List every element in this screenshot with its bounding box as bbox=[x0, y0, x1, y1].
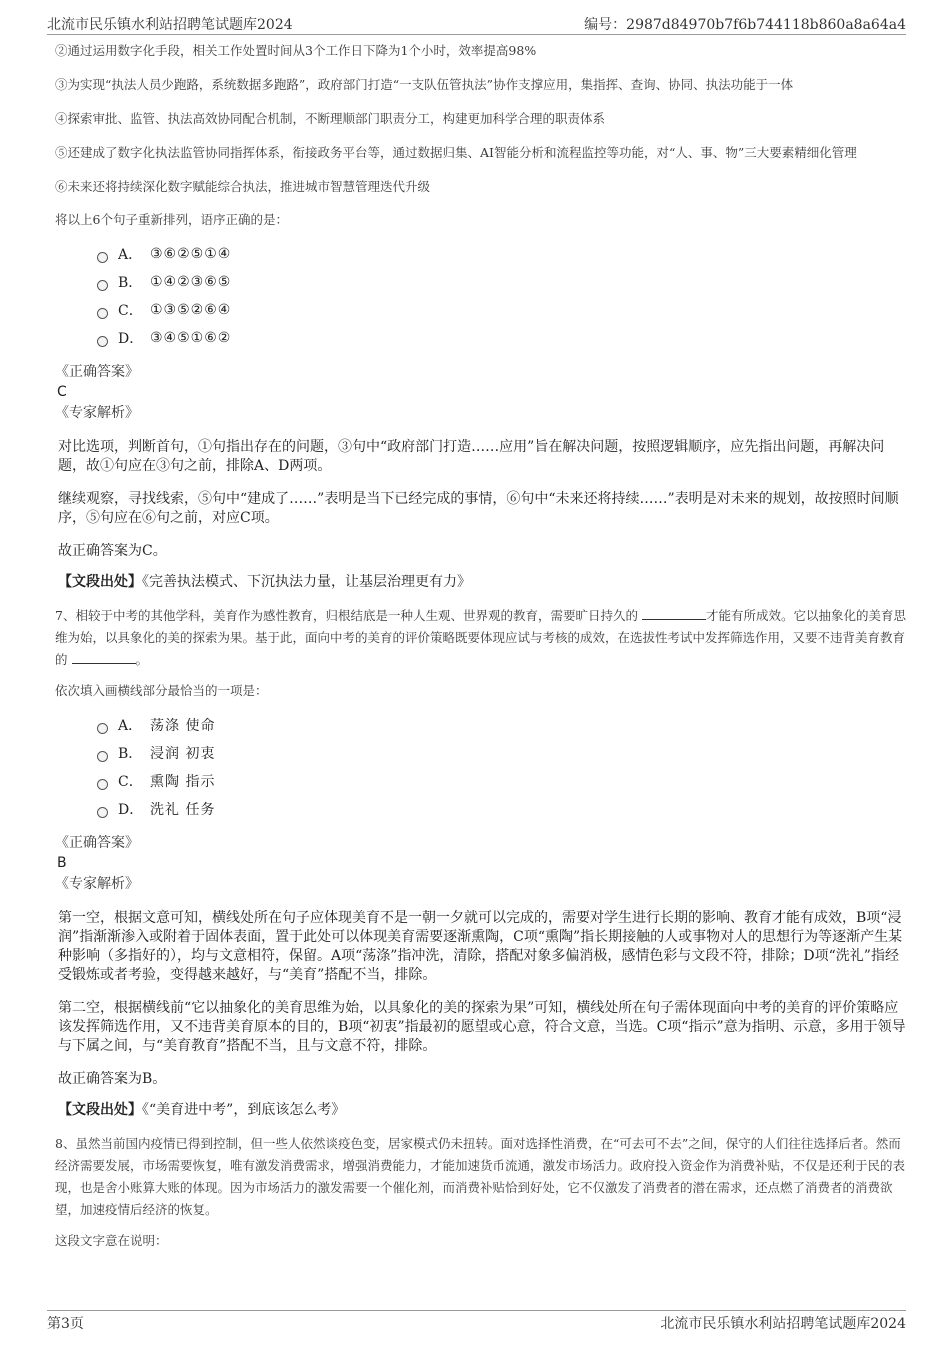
option-list bbox=[97, 711, 906, 823]
source-line bbox=[58, 1099, 906, 1119]
stem-part: 才能有所成效。它以抽象化的美育思维为始，以具象化的美的探索为果。基于此，面向中考的美育的评价策略既要体现应试与考核的成效，在选拔性考试中发挥筛选作用，又要不违背美育教育的 bbox=[55, 608, 906, 667]
header-code: 编号：2987d84970b7f6b744118b860a8a64a4 bbox=[584, 17, 906, 33]
question-stem bbox=[55, 605, 906, 671]
option-letter: C． bbox=[118, 774, 143, 790]
radio-icon[interactable] bbox=[97, 751, 108, 762]
question-6 bbox=[55, 40, 906, 591]
page-header bbox=[0, 0, 950, 36]
footer-title: 北流市民乐镇水利站招聘笔试题库2024 bbox=[660, 1316, 906, 1332]
fill-blank bbox=[72, 651, 136, 664]
source-label: 【文段出处】 bbox=[58, 1102, 142, 1118]
answer-label: 《正确答案》 bbox=[55, 364, 139, 380]
option-text: ③⑥②⑤①④ bbox=[150, 246, 232, 262]
radio-icon[interactable] bbox=[97, 807, 108, 818]
option-text: ①④②③⑥⑤ bbox=[150, 274, 232, 290]
option-text: 荡涤 使命 bbox=[150, 718, 216, 734]
answer-label: 《正确答案》 bbox=[55, 835, 139, 851]
source-line bbox=[58, 571, 906, 591]
analysis-paragraph: 第一空，根据文意可知，横线处所在句子应体现美育不是一朝一夕就可以完成的，需要对学生进行长期的影响、教育才能有成效，B项“浸润”指渐渐渗入或附着于固体表面，置于此处可以体现美育需要逐渐熏陶，C项“熏陶”指长期接触的人或事物对人的思想行为等逐渐产生某种影响（多指好的），均与文意相符，保留。A项“荡涤”指冲洗，清除，搭配对象多偏消极，感情色彩与文段不符，排除；D项“洗礼”指经受锻炼或者考验，变得越来越好，与“美育”搭配不当，排除。 bbox=[58, 910, 903, 983]
option-a[interactable] bbox=[97, 240, 906, 268]
option-list bbox=[97, 240, 906, 352]
sentence-2: ②通过运用数字化手段，相关工作处置时间从3个工作日下降为1个小时，效率提高98% bbox=[55, 43, 537, 58]
analysis-conclusion: 故正确答案为C。 bbox=[58, 543, 167, 559]
analysis-paragraph: 对比选项，判断首句，①句指出存在的问题，③句中“政府部门打造……应用”旨在解决问题，按照逻辑顺序，应先指出问题，再解决问题，故①句应在③句之前，排除A、D两项。 bbox=[58, 439, 885, 474]
source-title: 《完善执法模式、下沉执法力量，让基层治理更有力》 bbox=[142, 574, 471, 590]
option-letter: A． bbox=[118, 247, 143, 263]
analysis-label: 《专家解析》 bbox=[55, 405, 139, 421]
question-prompt: 这段文字意在说明： bbox=[55, 1233, 168, 1248]
radio-icon[interactable] bbox=[97, 308, 108, 319]
option-b[interactable] bbox=[97, 268, 906, 296]
header-divider bbox=[47, 34, 906, 35]
analysis-paragraph: 第二空，根据横线前“它以抽象化的美育思维为始，以具象化的美的探索为果”可知，横线处所在句子需体现面向中考的美育的评价策略应该发挥筛选作用，又不违背美育原本的目的，B项“初衷”指最初的愿望或心意，符合文意，当选。C项“指示”意为指明、示意，多用于领导与下属之间，与“美育教育”搭配不当，且与文意不符，排除。 bbox=[58, 1000, 906, 1054]
question-prompt: 依次填入画横线部分最恰当的一项是： bbox=[55, 683, 268, 698]
sentence-4: ④探索审批、监管、执法高效协同配合机制，不断理顺部门职责分工，构建更加科学合理的职责体系 bbox=[55, 111, 606, 126]
header-title: 北流市民乐镇水利站招聘笔试题库2024 bbox=[47, 17, 293, 33]
option-letter: B． bbox=[118, 746, 143, 762]
radio-icon[interactable] bbox=[97, 280, 108, 291]
option-d[interactable] bbox=[97, 324, 906, 352]
option-text: 熏陶 指示 bbox=[150, 774, 216, 790]
option-c[interactable] bbox=[97, 296, 906, 324]
source-label: 【文段出处】 bbox=[58, 574, 142, 590]
answer-value: B bbox=[57, 855, 67, 871]
option-text: 浸润 初衷 bbox=[150, 746, 216, 762]
answer-value: C bbox=[57, 384, 67, 400]
footer-page-number: 第3页 bbox=[47, 1316, 84, 1332]
option-d[interactable] bbox=[97, 795, 906, 823]
sentence-6: ⑥未来还将持续深化数字赋能综合执法，推进城市智慧管理迭代升级 bbox=[55, 179, 431, 194]
option-c[interactable] bbox=[97, 767, 906, 795]
radio-icon[interactable] bbox=[97, 336, 108, 347]
option-letter: C． bbox=[118, 303, 143, 319]
radio-icon[interactable] bbox=[97, 723, 108, 734]
question-stem: 8、虽然当前国内疫情已得到控制，但一些人依然谈疫色变，居家模式仍未扭转。面对选择性消费，在“可去可不去”之间，保守的人们往往选择后者。然而经济需要发展，市场需要恢复，唯有激发消费需求，增强消费能力，才能加速货币流通，激发市场活力。政府投入资金作为消费补贴，不仅是还利于民的表现，也是舍小账算大账的体现。因为市场活力的激发需要一个催化剂，而消费补贴恰到好处，它不仅激发了消费者的潜在需求，还点燃了消费者的消费欲望，加速疫情后经济的恢复。 bbox=[55, 1136, 906, 1217]
sentence-3: ③为实现“执法人员少跑路，系统数据多跑路”，政府部门打造“一支队伍管执法”协作支撑应用，集指挥、查询、协同、执法功能于一体 bbox=[55, 77, 794, 92]
option-a[interactable] bbox=[97, 711, 906, 739]
option-text: ①③⑤②⑥④ bbox=[150, 302, 232, 318]
option-letter: D． bbox=[118, 331, 144, 347]
stem-part: 。 bbox=[135, 652, 149, 667]
option-text: 洗礼 任务 bbox=[150, 802, 216, 818]
question-7 bbox=[55, 605, 906, 1119]
question-prompt: 将以上6个句子重新排列，语序正确的是： bbox=[55, 212, 288, 227]
sentence-5: ⑤还建成了数字化执法监管协同指挥体系，衔接政务平台等，通过数据归集、AI智能分析和流程监控等功能，对“人、事、物”三大要素精细化管理 bbox=[55, 145, 857, 160]
source-title: 《“美育进中考”，到底该怎么考》 bbox=[142, 1102, 346, 1118]
analysis-label: 《专家解析》 bbox=[55, 876, 139, 892]
analysis-conclusion: 故正确答案为B。 bbox=[58, 1071, 167, 1087]
stem-part: 7、相较于中考的其他学科，美育作为感性教育，归根结底是一种人生观、世界观的教育，需要旷日持久的 bbox=[55, 608, 638, 623]
radio-icon[interactable] bbox=[97, 779, 108, 790]
option-text: ③④⑤①⑥② bbox=[150, 330, 232, 346]
option-b[interactable] bbox=[97, 739, 906, 767]
analysis-paragraph: 继续观察，寻找线索，⑤句中“建成了……”表明是当下已经完成的事情，⑥句中“未来还将持续……”表明是对未来的规划，故按照时间顺序，⑤句应在⑥句之前，对应C项。 bbox=[58, 491, 899, 526]
radio-icon[interactable] bbox=[97, 252, 108, 263]
footer-divider bbox=[47, 1310, 906, 1311]
option-letter: B． bbox=[118, 275, 143, 291]
page-content bbox=[55, 40, 906, 1261]
question-8 bbox=[55, 1133, 906, 1249]
option-letter: A． bbox=[118, 718, 143, 734]
option-letter: D． bbox=[118, 802, 144, 818]
fill-blank bbox=[642, 607, 706, 620]
